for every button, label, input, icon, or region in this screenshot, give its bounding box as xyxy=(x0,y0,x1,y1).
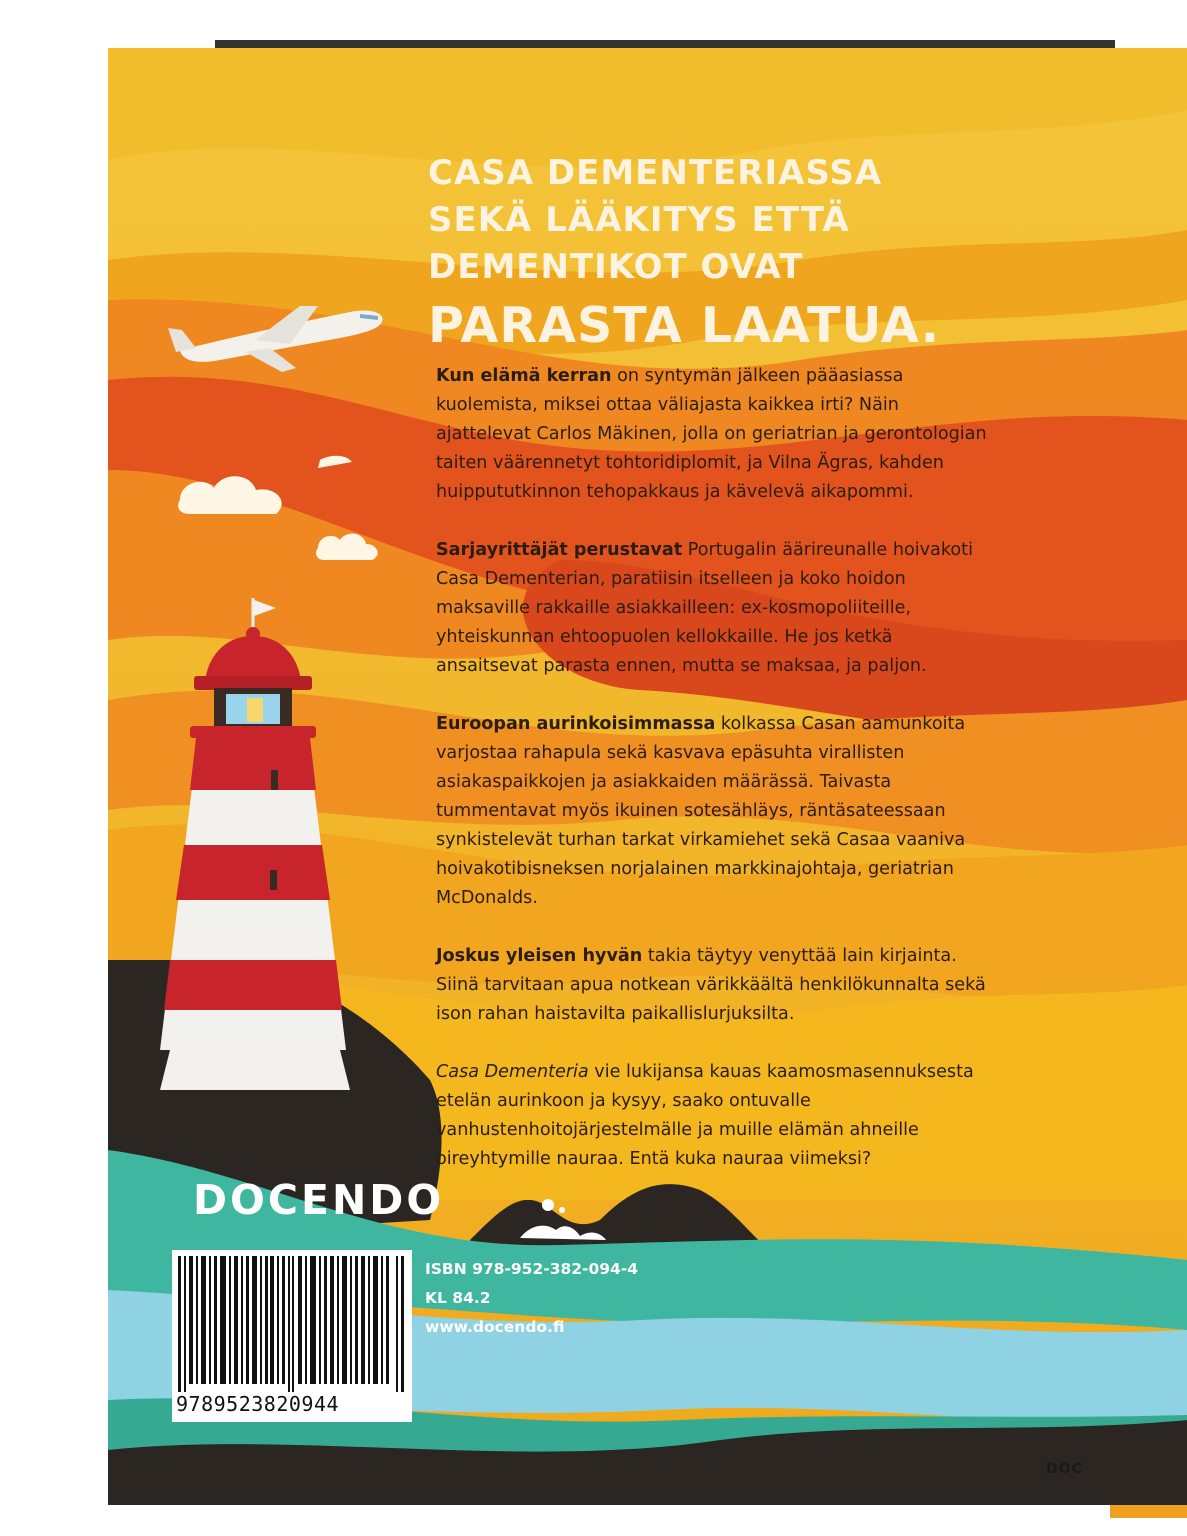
paragraph-text: takia täytyy venyttää lain kirjainta. Siinä tarvitaan apua notkean värikkäältä henkilökunnalta sekä ison rahan haistavilta paikallislurjuksilta. xyxy=(436,946,986,1024)
paragraph-lead: Kun elämä kerran xyxy=(436,366,612,386)
back-cover-blurb xyxy=(436,362,996,1203)
paragraph-lead: Joskus yleisen hyvän xyxy=(436,946,643,966)
paragraph-lead-italic: Casa Dementeria xyxy=(436,1062,589,1082)
paragraph-text: Portugalin äärireunalle hoivakoti Casa Dementerian, paratiisin itselleen ja koko hoidon maksaville rakkaille asiakkailleen: ex-kosmopoliiteille, yhteiskunnan ehtoopuolen kellokkaille. He jos ketkä ansaitsevat parasta ennen, mutta se maksaa, ja paljon. xyxy=(436,540,973,676)
book-metadata xyxy=(425,1255,638,1342)
blurb-paragraph xyxy=(436,942,996,1029)
publisher-logo: DOCENDO xyxy=(193,1176,445,1224)
paragraph-lead: Euroopan aurinkoisimmassa xyxy=(436,714,716,734)
paragraph-text: vie lukijansa kauas kaamosmasennuksesta etelän aurinkoon ja kysyy, saako ontuvalle vanhustenhoitojärjestelmälle ja muille elämän ahneille oireyhtymille nauraa. Entä kuka nauraa viimeksi? xyxy=(436,1062,974,1169)
paragraph-text: on syntymän jälkeen pääasiassa kuolemista, miksei ottaa väliajasta kaikkea irti? Näin ajattelevat Carlos Mäkinen, jolla on geriatrian ja gerontologian taiten väärennetyt tohtoridiplomit, ja Vilna Ägras, kahden huippututkinnon tehopakkaus ja kävelevä aikapommi. xyxy=(436,366,987,502)
headline-line-1: CASA DEMENTERIASSA xyxy=(428,153,883,193)
publisher-website: www.docendo.fi xyxy=(425,1318,565,1336)
paragraph-text: kolkassa Casan aamunkoita varjostaa rahapula sekä kasvava epäsuhta virallisten asiakaspaikkojen ja asiakkaiden määrässä. Taivasta tummentavat myös ikuinen sotesähläys, räntäsateessaan synkistelevät turhan tarkat virkamiehet sekä Casaa vaaniva hoivakotibisneksen norjalainen markkinajohtaja, geriatrian McDonalds. xyxy=(436,714,966,908)
headline xyxy=(428,150,988,359)
blurb-paragraph xyxy=(436,536,996,681)
barcode-digits: 9789523820944 xyxy=(176,1392,340,1416)
spine-publisher-label: DOC xyxy=(1046,1461,1083,1477)
headline-line-4: PARASTA LAATUA. xyxy=(428,297,941,354)
blurb-paragraph xyxy=(436,710,996,913)
headline-line-2: SEKÄ LÄÄKITYS ETTÄ xyxy=(428,200,850,240)
blurb-paragraph xyxy=(436,362,996,507)
paragraph-lead: Sarjayrittäjät perustavat xyxy=(436,540,683,560)
isbn-text: ISBN 978-952-382-094-4 xyxy=(425,1260,639,1278)
headline-line-3: DEMENTIKOT OVAT xyxy=(428,247,804,287)
blurb-paragraph xyxy=(436,1058,996,1174)
kl-classification: KL 84.2 xyxy=(425,1289,491,1307)
